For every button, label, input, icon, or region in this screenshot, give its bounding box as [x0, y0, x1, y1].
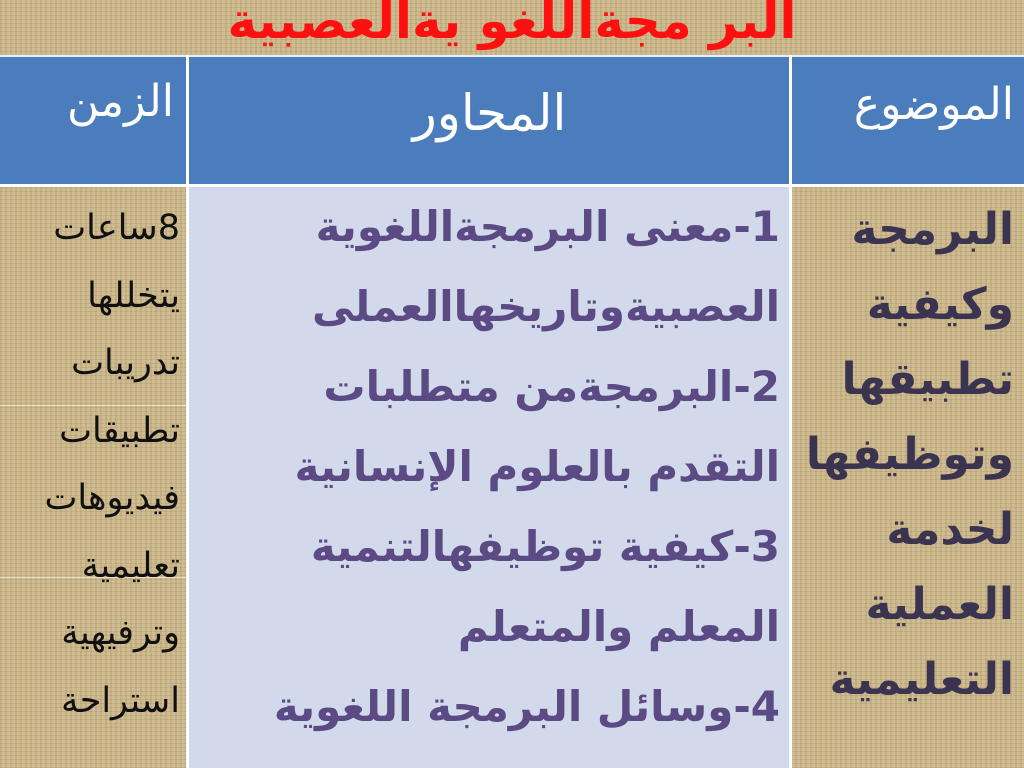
axes-line: 2-البرمجةمن متطلبات — [323, 362, 780, 411]
axes-line: 1-معنى البرمجةاللغوية — [315, 202, 780, 251]
header-time: الزمن — [67, 76, 174, 127]
time-line: 8ساعات — [53, 208, 180, 248]
time-line: فيديوهات — [44, 478, 180, 518]
table-header-row — [0, 55, 1024, 186]
topic-line: البرمجة — [851, 204, 1014, 255]
time-line: تدريبات — [71, 343, 180, 383]
axes-line: المعلم والمتعلم — [457, 602, 780, 651]
time-line: تعليمية — [81, 545, 180, 586]
topic-line: وتوظيفها — [805, 429, 1014, 480]
time-line: تطبيقات — [59, 410, 180, 451]
axes-line: 3-كيفية توظيفهالتنمية — [310, 522, 780, 571]
topic-line: العملية — [865, 579, 1014, 630]
axes-line: 4-وسائل البرمجة اللغوية — [273, 682, 780, 731]
header-topic: الموضوع — [853, 79, 1014, 130]
slide-title: البر مجةاللغو يةالعصبية — [227, 0, 797, 50]
header-axes: المحاور — [412, 84, 567, 142]
time-cell — [4, 202, 180, 742]
axes-line: التقدم بالعلوم الإنسانية — [294, 442, 780, 491]
topic-line: تطبيقها — [841, 354, 1014, 405]
time-line: استراحة — [60, 680, 180, 721]
time-line: وترفيهية — [61, 613, 180, 653]
topic-cell — [792, 200, 1014, 725]
column-divider-time-axes — [186, 55, 189, 768]
topic-line: وكيفية — [866, 279, 1014, 330]
time-line: يتخللها — [87, 275, 180, 316]
axes-cell — [192, 195, 780, 755]
topic-line: لخدمة — [886, 504, 1014, 555]
topic-line: التعليمية — [829, 654, 1014, 705]
axes-line: العصبيةوتاريخهاالعملى — [311, 282, 780, 331]
